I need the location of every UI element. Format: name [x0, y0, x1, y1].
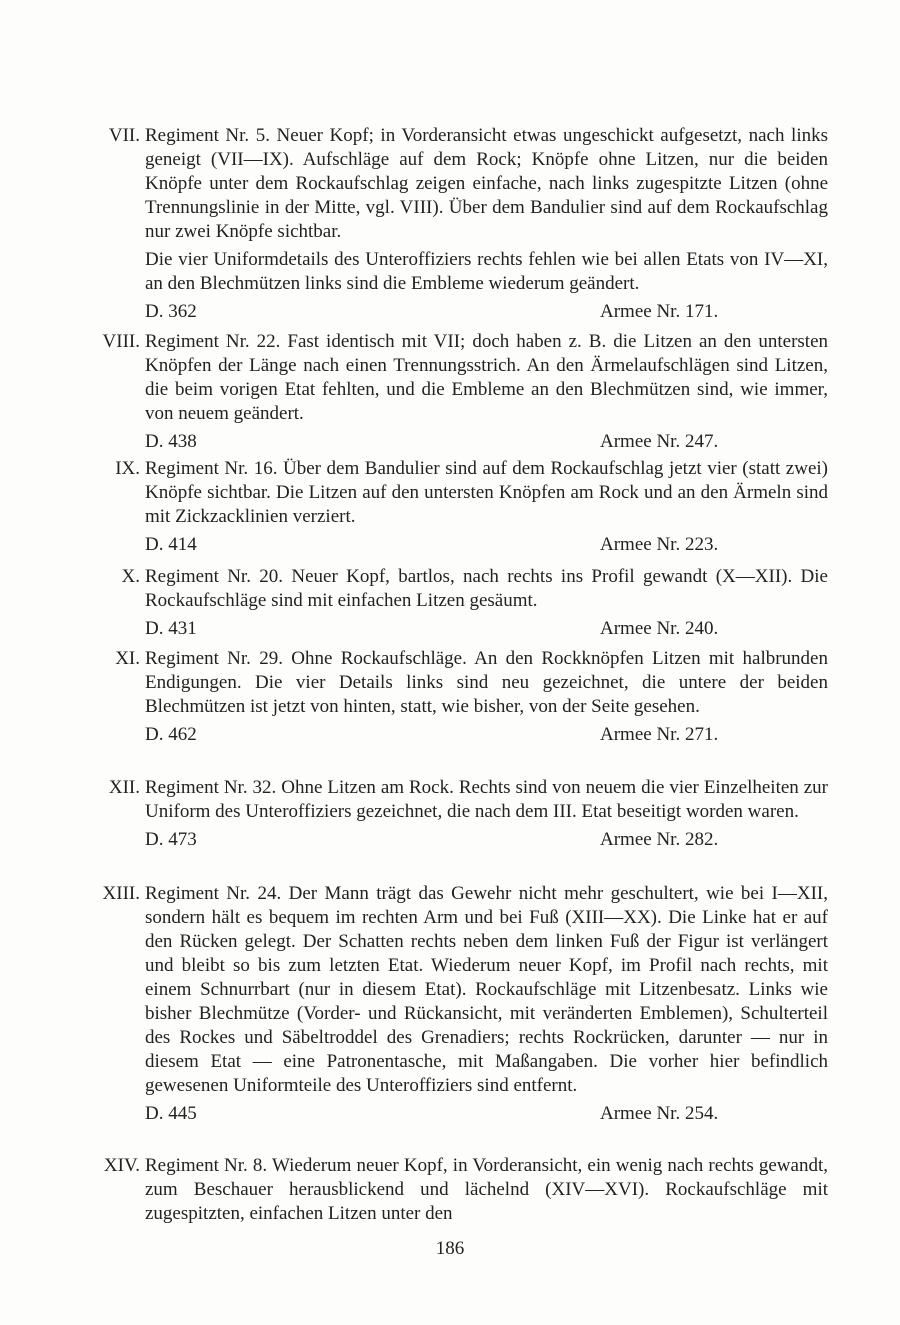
entry-body — [145, 882, 828, 1126]
entry-paragraph: Regiment Nr. 20. Neuer Kopf, bartlos, nach rechts ins Profil gewandt (X—XII). Die Rockaufschläge sind mit einfachen Litzen gesäumt. — [145, 566, 828, 611]
entry-reference — [145, 533, 828, 557]
entry-xii — [88, 776, 828, 852]
entry-viii — [88, 330, 828, 454]
armee-number: Armee Nr. 171. — [600, 301, 719, 322]
d-number: D. 414 — [145, 534, 197, 555]
entry-paragraph: Regiment Nr. 22. Fast identisch mit VII; doch haben z. B. die Litzen an den untersten Knöpfen der Länge nach einen Trennungsstrich. An den Ärmelaufschlägen sind Litzen, die beim vorigen Etat fehlten, und die Embleme an den Blechmützen sind, wie immer, von neuem geändert. — [145, 331, 828, 424]
d-number: D. 438 — [145, 431, 197, 452]
entry-vii — [88, 124, 828, 324]
entry-paragraph: Die vier Uniformdetails des Unteroffiziers rechts fehlen wie bei allen Etats von IV—XI, an den Blechmützen links sind die Embleme wiederum geändert. — [145, 249, 828, 294]
entry-reference — [145, 617, 828, 641]
page-number: 186 — [435, 1238, 465, 1259]
entry-reference — [145, 1102, 828, 1126]
entry-xiii — [88, 882, 828, 1126]
entry-paragraph: Regiment Nr. 29. Ohne Rockaufschläge. An den Rockknöpfen Litzen mit halbrunden Endigungen. Die vier Details links sind neu gezeichnet, die untere der beiden Blechmützen ist jetzt von hinten, statt, wie bisher, von der Seite gesehen. — [145, 648, 828, 717]
d-number: D. 473 — [145, 829, 197, 850]
entry-numeral: XI. — [115, 648, 140, 669]
d-number: D. 431 — [145, 618, 197, 639]
entry-body — [145, 124, 828, 324]
armee-number: Armee Nr. 247. — [600, 431, 719, 452]
entry-body — [145, 647, 828, 747]
entry-body — [145, 457, 828, 557]
d-number: D. 445 — [145, 1103, 197, 1124]
entry-body — [145, 776, 828, 852]
entry-body — [145, 565, 828, 641]
entry-numeral: XIII. — [102, 883, 140, 904]
armee-number: Armee Nr. 271. — [600, 724, 719, 745]
entry-numeral: XIV. — [103, 1155, 140, 1176]
entry-ix — [88, 457, 828, 557]
entry-numeral: XII. — [108, 777, 140, 798]
entry-numeral: X. — [121, 566, 140, 587]
armee-number: Armee Nr. 240. — [600, 618, 719, 639]
entry-body — [145, 1154, 828, 1226]
armee-number: Armee Nr. 254. — [600, 1103, 719, 1124]
entry-xiv — [88, 1154, 828, 1226]
entry-reference — [145, 430, 828, 454]
d-number: D. 462 — [145, 724, 197, 745]
entry-paragraph: Regiment Nr. 16. Über dem Bandulier sind auf dem Rockaufschlag jetzt vier (statt zwei) Knöpfe sichtbar. Die Litzen auf den untersten Knöpfen am Rock und an den Ärmeln sind mit Zickzacklinien verziert. — [145, 458, 828, 527]
entry-x — [88, 565, 828, 641]
armee-number: Armee Nr. 282. — [600, 829, 719, 850]
entry-paragraph: Regiment Nr. 32. Ohne Litzen am Rock. Rechts sind von neuem die vier Einzelheiten zur Uniform des Unteroffiziers gezeichnet, die nach dem III. Etat beseitigt worden waren. — [145, 777, 828, 822]
entry-body — [145, 330, 828, 454]
entry-numeral: IX. — [115, 458, 140, 479]
entry-numeral: VII. — [108, 125, 140, 146]
entry-paragraph: Regiment Nr. 5. Neuer Kopf; in Vorderansicht etwas ungeschickt aufgesetzt, nach links geneigt (VII—IX). Aufschläge auf dem Rock; Knöpfe ohne Litzen, nur die beiden Knöpfe unter dem Rockaufschlag zeigen einfache, nach links zugespitzte Litzen (ohne Trennungslinie in der Mitte, vgl. VIII). Über dem Bandulier sind auf dem Rockaufschlag nur zwei Knöpfe sichtbar. — [145, 125, 828, 242]
armee-number: Armee Nr. 223. — [600, 534, 719, 555]
entry-reference — [145, 300, 828, 324]
entry-paragraph: Regiment Nr. 24. Der Mann trägt das Gewehr nicht mehr geschultert, wie bei I—XII, sondern hält es bequem im rechten Arm und bei Fuß (XIII—XX). Die Linke hat er auf den Rücken gelegt. Der Schatten rechts neben dem linken Fuß der Figur ist verlängert und bleibt so bis zum letzten Etat. Wiederum neuer Kopf, im Profil nach rechts, mit einem Schnurrbart (nur in diesem Etat). Rockaufschläge mit Litzenbesatz. Links wie bisher Blechmütze (Vorder- und Rückansicht, mit veränderten Emblemen), Schulterteil des Rockes und Säbeltroddel des Grenadiers; rechts Rockrücken, darunter — nur in diesem Etat — eine Patronentasche, mit Maßangaben. Die vorher hier befindlich gewesenen Uniformteile des Unteroffiziers sind entfernt. — [145, 883, 828, 1096]
entry-reference — [145, 723, 828, 747]
entry-xi — [88, 647, 828, 747]
entry-numeral: VIII. — [102, 331, 140, 352]
entry-reference — [145, 828, 828, 852]
entry-paragraph: Regiment Nr. 8. Wiederum neuer Kopf, in Vorderansicht, ein wenig nach rechts gewandt, zum Beschauer herausblickend und lächelnd (XIV—XVI). Rockaufschläge mit zugespitzten, einfachen Litzen unter den — [145, 1155, 828, 1224]
d-number: D. 362 — [145, 301, 197, 322]
